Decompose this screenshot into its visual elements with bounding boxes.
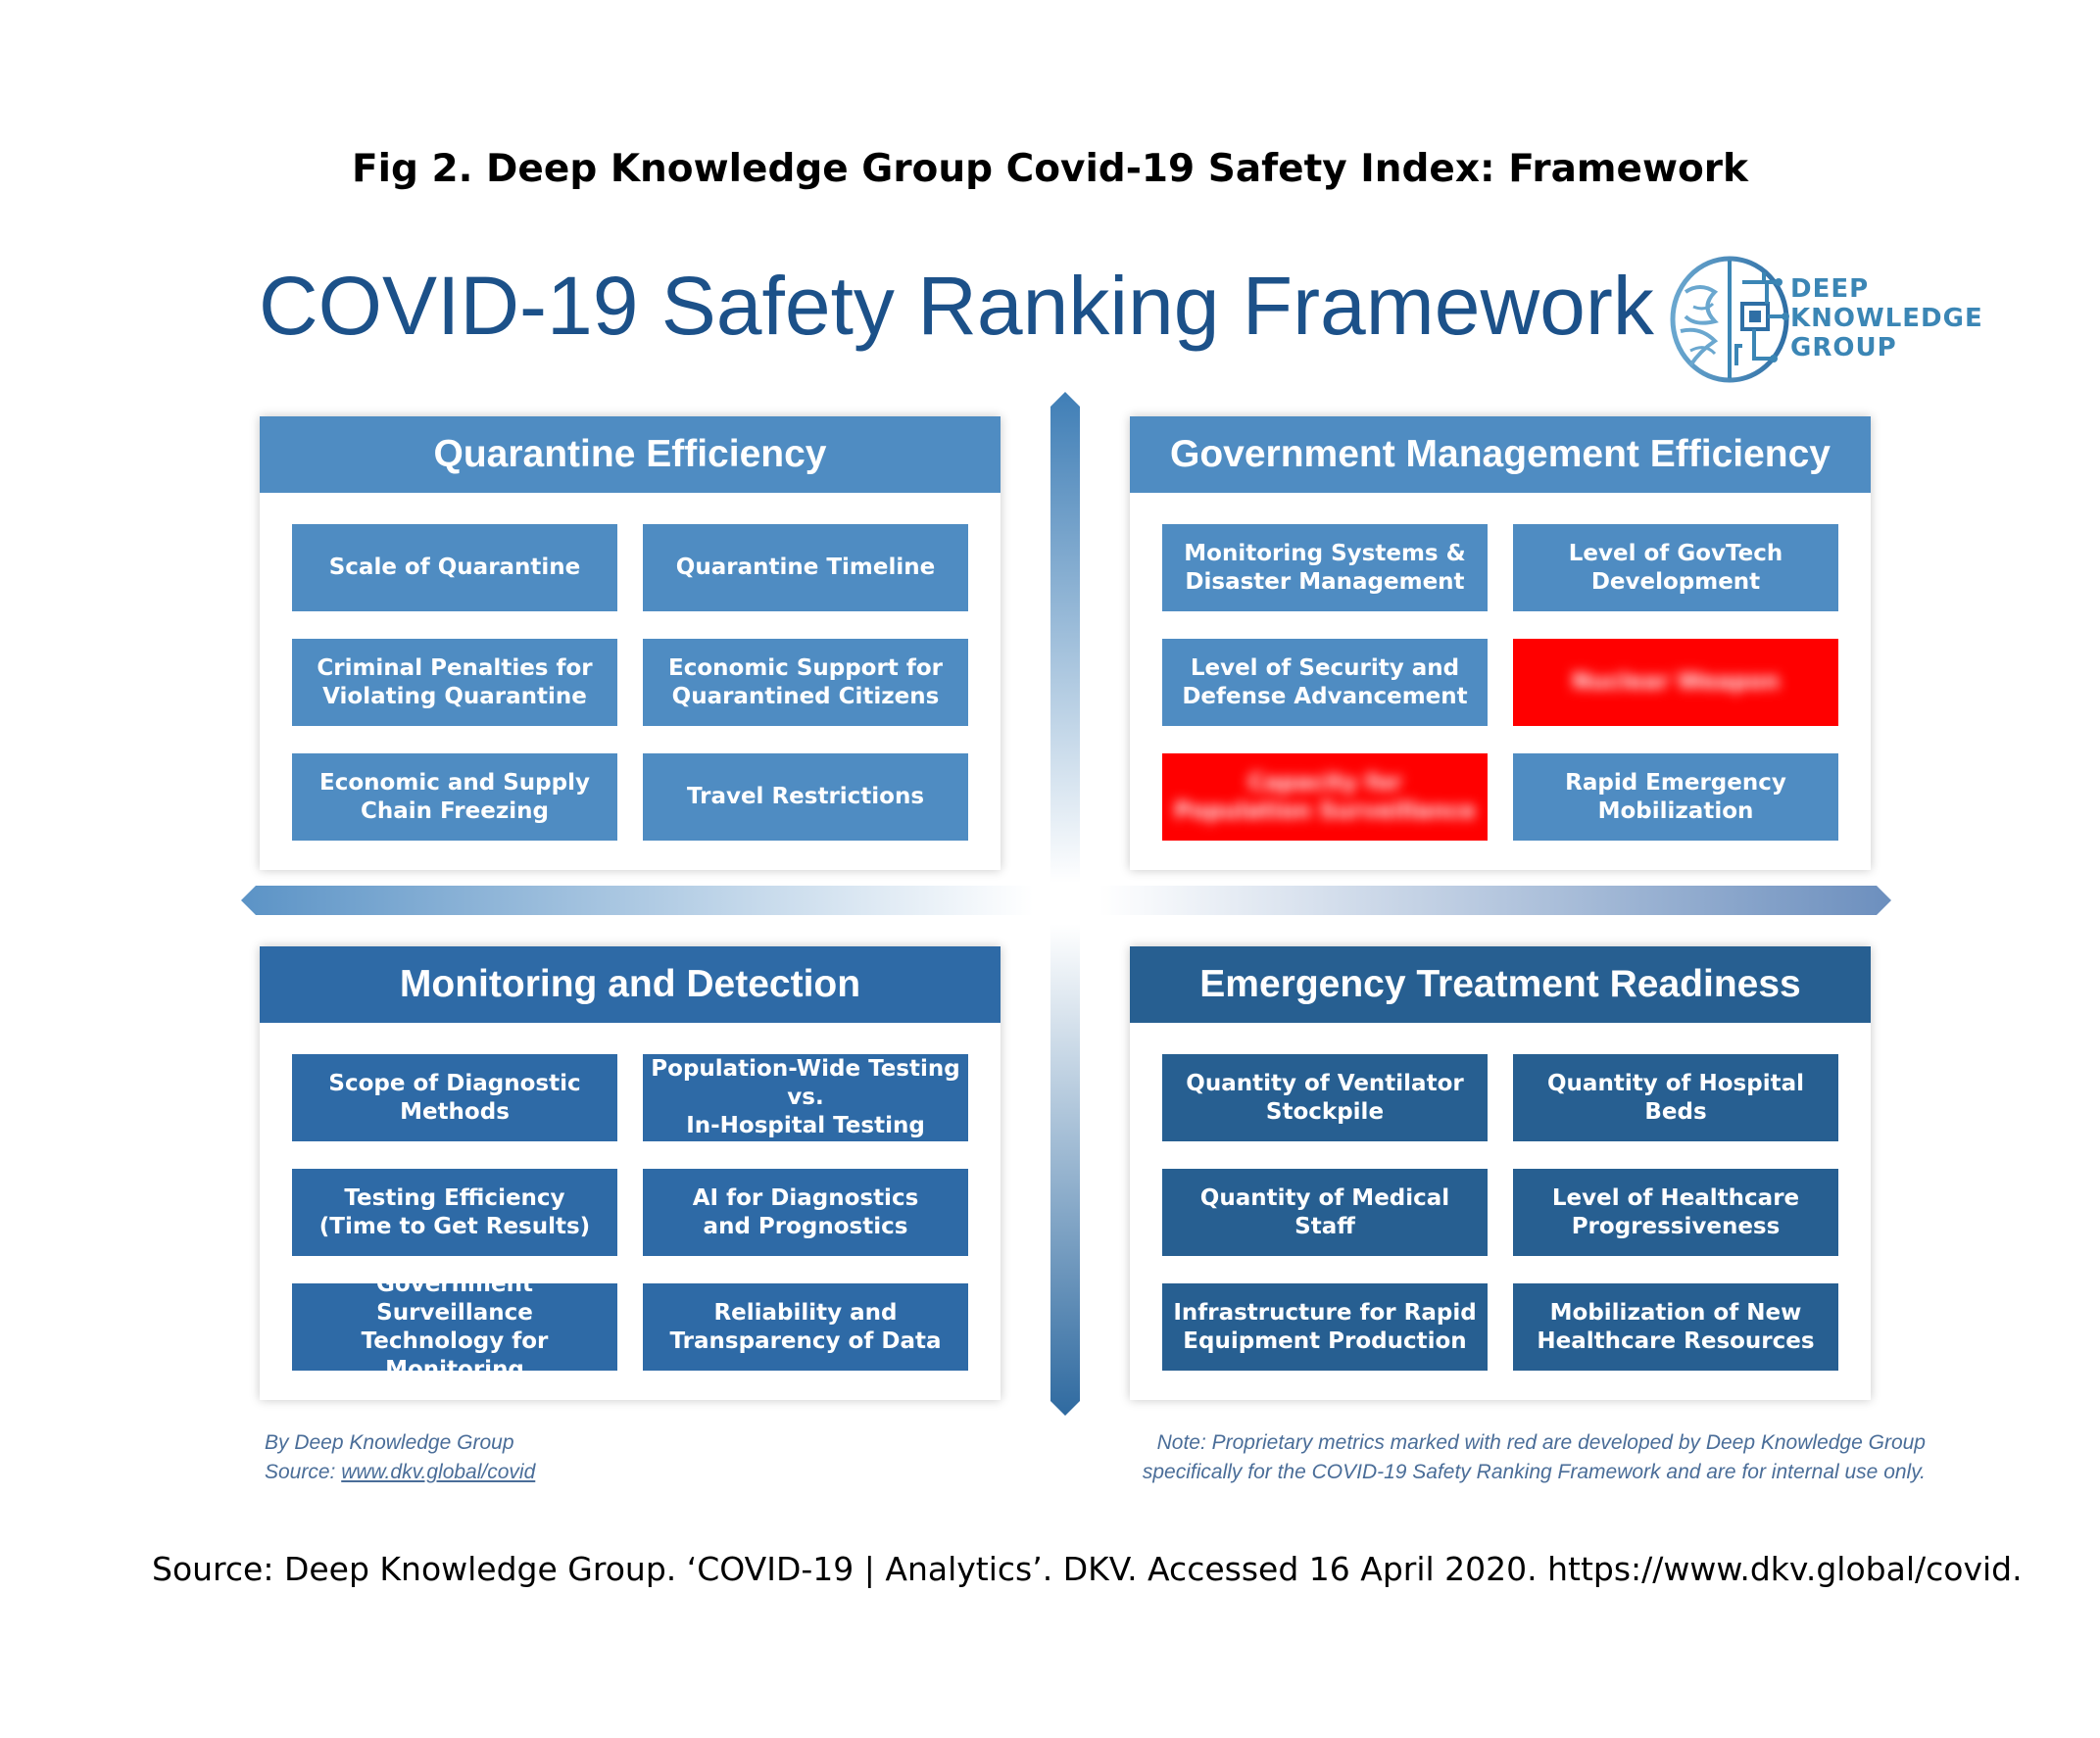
metric-box: Quantity of Ventilator Stockpile	[1162, 1054, 1488, 1141]
metric-box: Infrastructure for Rapid Equipment Production	[1162, 1283, 1488, 1371]
metric-box: Level of GovTech Development	[1513, 524, 1838, 611]
metric-box: Criminal Penalties for Violating Quarantine	[292, 639, 617, 726]
redacted-metric-box: Capacity for Population Surveillance	[1162, 753, 1488, 841]
metric-box: Level of Healthcare Progressiveness	[1513, 1169, 1838, 1256]
metric-box: Population-Wide Testing vs. In-Hospital Testing	[643, 1054, 968, 1141]
credit-by: By Deep Knowledge Group	[265, 1431, 514, 1454]
credit-note	[265, 1428, 535, 1487]
proprietary-metrics-note: Note: Proprietary metrics marked with red are developed by Deep Knowledge Group specifically for the COVID-19 Safety Ranking Framework and are for internal use only.	[1142, 1431, 1926, 1483]
metric-box: Rapid Emergency Mobilization	[1513, 753, 1838, 841]
quadrant-emergency-treatment-readiness	[1130, 946, 1871, 1400]
metric-box: AI for Diagnostics and Prognostics	[643, 1169, 968, 1256]
metric-box: Economic Support for Quarantined Citizens	[643, 639, 968, 726]
metric-box: Mobilization of New Healthcare Resources	[1513, 1283, 1838, 1371]
metric-box: Scope of Diagnostic Methods	[292, 1054, 617, 1141]
credit-source-prefix: Source:	[265, 1461, 342, 1483]
horizontal-axis-bar	[241, 886, 1891, 915]
metric-box: Economic and Supply Chain Freezing	[292, 753, 617, 841]
metric-box: Travel Restrictions	[643, 753, 968, 841]
metric-box: Quarantine Timeline	[643, 524, 968, 611]
metric-box: Level of Security and Defense Advancement	[1162, 639, 1488, 726]
metric-box: Reliability and Transparency of Data	[643, 1283, 968, 1371]
metric-box: Scale of Quarantine	[292, 524, 617, 611]
quadrant-monitoring-and-detection	[260, 946, 1001, 1400]
figure-title: Fig 2. Deep Knowledge Group Covid-19 Safety Index: Framework	[352, 147, 1748, 191]
metric-box: Monitoring Systems & Disaster Management	[1162, 524, 1488, 611]
quadrant-title: Monitoring and Detection	[260, 946, 1001, 1023]
framework-title: COVID-19 Safety Ranking Framework	[259, 260, 1654, 352]
quadrant-title: Government Management Efficiency	[1130, 416, 1871, 493]
logo-wordmark: DEEP KNOWLEDGE GROUP	[1790, 274, 1983, 362]
quadrant-title: Emergency Treatment Readiness	[1130, 946, 1871, 1023]
source-link[interactable]: www.dkv.global/covid	[341, 1461, 536, 1483]
metric-box: Quantity of Hospital Beds	[1513, 1054, 1838, 1141]
metric-box: Quantity of Medical Staff	[1162, 1169, 1488, 1256]
quadrant-government-management-efficiency	[1130, 416, 1871, 870]
redacted-metric-box: Nuclear Weapon	[1513, 639, 1838, 726]
source-citation: Source: Deep Knowledge Group. ‘COVID-19 | Analytics’. DKV. Accessed 16 April 2020. https://www.dkv.global/covid.	[152, 1550, 2023, 1588]
quadrant-quarantine-efficiency	[260, 416, 1001, 870]
quadrant-title: Quarantine Efficiency	[260, 416, 1001, 493]
metric-box: Government Surveillance Technology for Monitoring	[292, 1283, 617, 1371]
metric-box: Testing Efficiency (Time to Get Results)	[292, 1169, 617, 1256]
